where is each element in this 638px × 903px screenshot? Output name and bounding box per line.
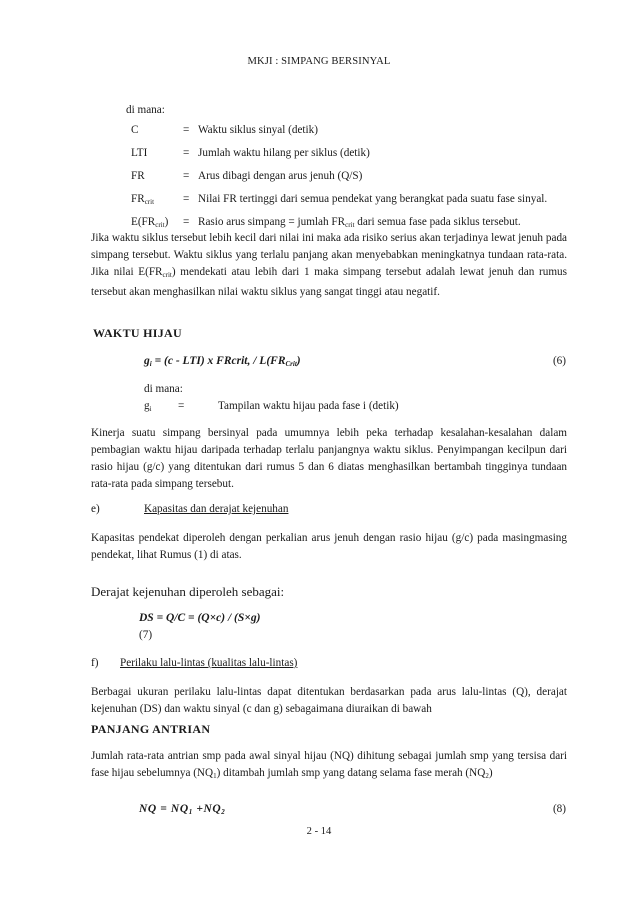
- definition-term: [131, 170, 145, 183]
- paragraph-queue-sub-2: 2: [485, 772, 489, 780]
- formula-green-time-crit-sub: Crit: [285, 360, 297, 368]
- definition-term: [131, 193, 154, 206]
- green-time-definitions-intro: di mana:: [144, 383, 183, 395]
- formula-queue: [139, 803, 225, 816]
- paragraph-cycle-time-text-b: ) mendekati atau lebih dari 1 maka simpang tersebut adalah lewat jenuh dan rumus tersebut akan menghasilkan nilai waktu siklus yang sangat tinggi atau negatif.: [91, 266, 567, 298]
- paragraph-queue-text-a: Jumlah rata-rata antrian smp pada awal sinyal hijau (NQ) dihitung sebagai jumlah smp yang tersisa dari fase hijau sebelumnya (NQ: [91, 750, 567, 779]
- formula-degree-saturation: DS = Q/C = (Q×c) / (S×g): [139, 612, 261, 624]
- green-time-def-desc: Tampilan waktu hijau pada fase i (detik): [218, 400, 399, 412]
- page-number: 2 - 14: [306, 826, 332, 837]
- paragraph-cycle-time: [91, 230, 567, 301]
- formula-green-time-close: ): [296, 355, 301, 367]
- paragraph-traffic-behaviour: Berbagai ukuran perilaku lalu-lintas dapat ditentukan berdasarkan pada arus lalu-lintas (Q), derajat kejenuhan (DS) dan waktu sinyal (c dan g) sebagaimana diuraikan di bawah: [91, 686, 567, 715]
- derajat-kejenuhan-intro: Derajat kejenuhan diperoleh sebagai:: [91, 584, 285, 599]
- definition-equals: =: [183, 193, 190, 205]
- definition-equals: =: [183, 170, 190, 182]
- green-time-def-equals: =: [178, 400, 185, 412]
- section-f-heading: Perilaku lalu-lintas (kualitas lalu-lintas): [120, 657, 298, 669]
- definition-term: [131, 147, 147, 160]
- paragraph-queue-text-b: ) ditambah jumlah smp yang datang selama fase merah (NQ: [216, 767, 486, 779]
- definition-term: [131, 124, 138, 137]
- green-time-def-term-sub: i: [149, 405, 152, 413]
- definition-equals: =: [183, 147, 190, 159]
- page-header: MKJI : SIMPANG BERSINYAL: [247, 56, 391, 67]
- heading-waktu-hijau: WAKTU HIJAU: [93, 326, 182, 340]
- definition-description: [198, 124, 318, 137]
- paragraph-capacity: Kapasitas pendekat diperoleh dengan perkalian arus jenuh dengan rasio hijau (g/c) pada masingmasing pendekat, lihat Rumus (1) di atas.: [91, 532, 567, 561]
- definitions-intro: di mana:: [126, 104, 165, 116]
- paragraph-queue-sub-1: 1: [213, 772, 217, 780]
- formula-green-time-g: g: [144, 355, 150, 367]
- definition-term: [131, 216, 168, 229]
- definition-description-text: Jumlah waktu hilang per siklus (detik): [198, 147, 370, 159]
- definition-description-text: Waktu siklus sinyal (detik): [198, 124, 318, 136]
- green-time-def-term: [144, 400, 152, 413]
- definition-equals: =: [183, 124, 190, 136]
- definition-term-sub: crit: [144, 198, 155, 206]
- formula-queue-b: +NQ: [192, 803, 222, 815]
- formula-green-time: [144, 355, 301, 368]
- green-time-def-term-text: g: [144, 400, 150, 412]
- definition-description: [198, 170, 362, 183]
- definition-description-sub: crit: [345, 221, 355, 229]
- formula-queue-sub-1: 1: [188, 808, 193, 816]
- definition-description-tail: dari semua fase pada siklus tersebut.: [354, 216, 521, 228]
- definition-term-text: FR: [131, 170, 145, 182]
- formula-green-time-g-sub: i: [149, 360, 152, 368]
- section-e-heading: Kapasitas dan derajat kejenuhan: [144, 503, 289, 515]
- heading-panjang-antrian: PANJANG ANTRIAN: [91, 722, 211, 736]
- definition-description-text: Arus dibagi dengan arus jenuh (Q/S): [198, 170, 363, 182]
- definition-description: [198, 193, 547, 206]
- equation-number-7: (7): [139, 629, 153, 641]
- definition-description: [198, 147, 370, 160]
- definition-term-sub: crit: [155, 221, 165, 229]
- section-e-label: e): [91, 503, 100, 515]
- paragraph-cycle-time-text-a: Jika waktu siklus tersebut lebih kecil dari nilai ini maka ada risiko serius akan terjadinya lewat jenuh pada simpang tersebut. Waktu siklus yang terlalu panjang akan menyebabkan meningkatnya tundaan rata-rata. Jika nilai E(FR: [91, 232, 567, 278]
- paragraph-green-time: Kinerja suatu simpang bersinyal pada umumnya lebih peka terhadap kesalahan-kesalahan dalam pembagian waktu hijau daripada terhadap terlalu panjangnya waktu siklus. Penyimpangan kecilpun dari rasio hijau (g/c) yang ditentukan dari rumus 5 dan 6 diatas menghasilkan bertambah tingginya tundaan rata-rata pada simpang tersebut.: [91, 427, 567, 490]
- definition-term-text: FR: [131, 193, 145, 205]
- definition-equals: =: [183, 216, 190, 228]
- paragraph-cycle-time-sub: crit: [162, 271, 172, 279]
- paragraph-queue-length: [91, 748, 567, 785]
- definition-description-text: Rasio arus simpang = jumlah FR: [198, 216, 346, 228]
- formula-green-time-body: = (c - LTI) x FRcrit, / L(FR: [151, 355, 286, 367]
- definition-term-suffix: ): [164, 216, 169, 228]
- equation-number-8: (8): [552, 803, 566, 815]
- definition-term-text: E(FR: [131, 216, 156, 228]
- definition-term-text: LTI: [131, 147, 148, 159]
- paragraph-queue-text-c: ): [488, 767, 493, 779]
- definition-description-text: Nilai FR tertinggi dari semua pendekat yang berangkat pada suatu fase sinyal.: [198, 193, 548, 205]
- section-f-label: f): [91, 657, 99, 669]
- formula-queue-sub-2: 2: [221, 808, 226, 816]
- formula-queue-a: NQ = NQ: [139, 803, 189, 815]
- definition-description: [198, 216, 521, 229]
- equation-number-6: (6): [552, 355, 566, 367]
- definition-term-text: C: [131, 124, 139, 136]
